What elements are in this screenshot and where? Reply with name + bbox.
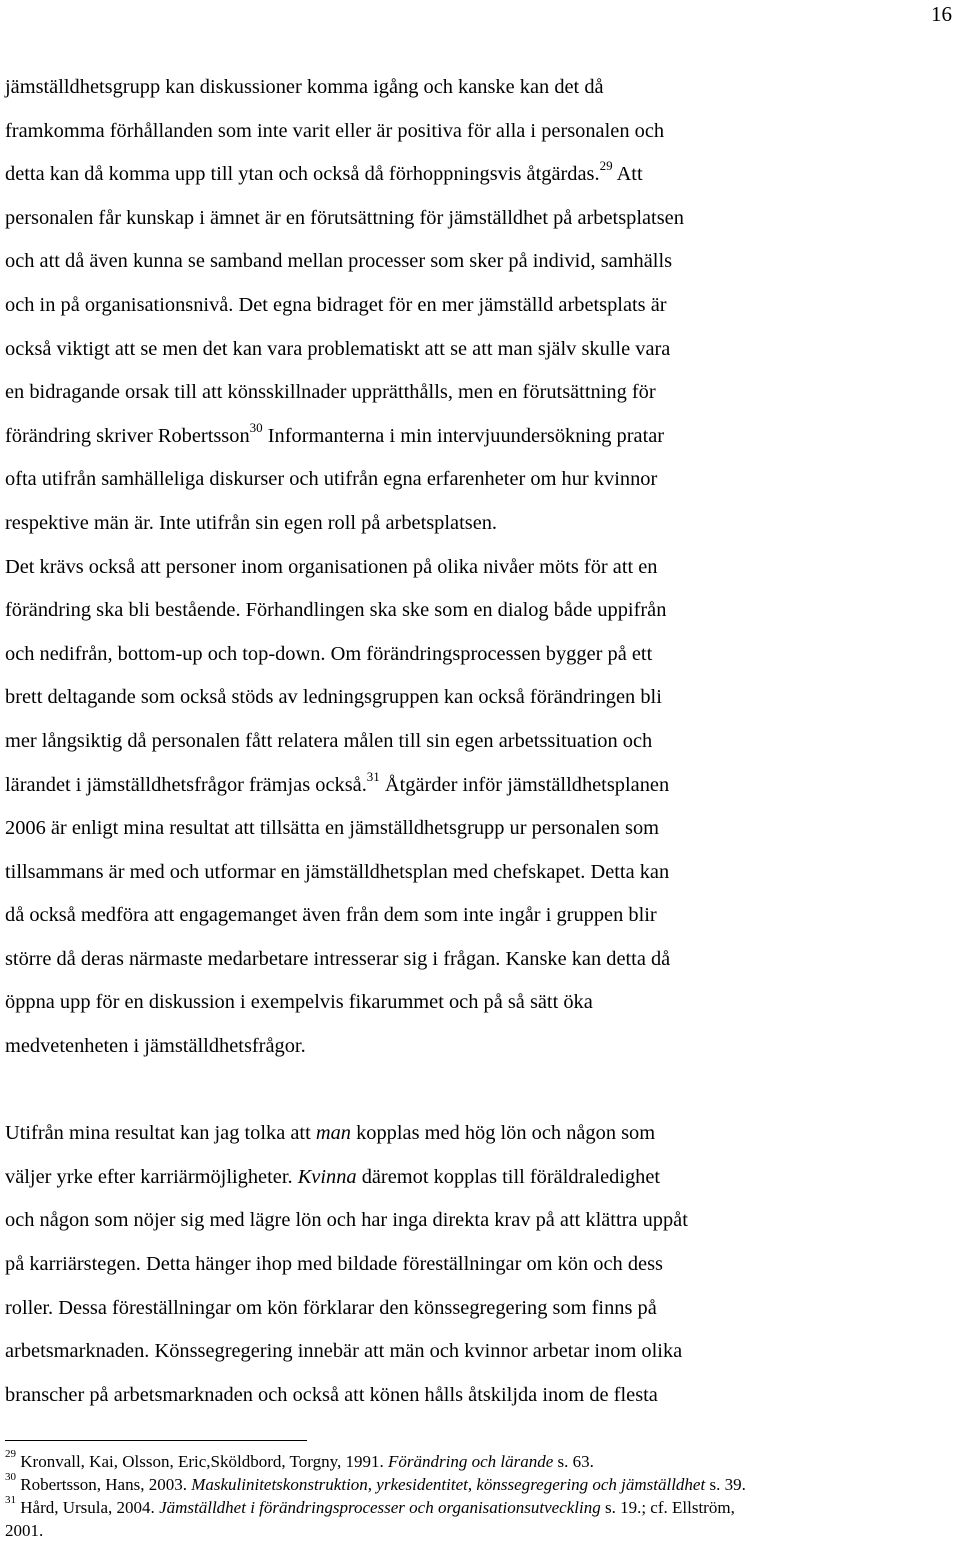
text-line: [5, 153, 950, 197]
text-run: s. 39.: [705, 1475, 746, 1494]
text-line: [5, 546, 950, 590]
text-run: respektive män är. Inte utifrån sin egen roll på arbetsplatsen.: [5, 511, 498, 534]
text-line: [5, 851, 950, 895]
text-run: detta kan då komma upp till ytan och också då förhoppningsvis åtgärdas.: [5, 163, 600, 186]
text-run: personalen får kunskap i ämnet är en förutsättning för jämställdhet på arbetsplatsen: [5, 206, 684, 229]
text-run: Robertsson, Hans, 2003.: [16, 1475, 192, 1494]
text-run: mer långsiktig då personalen fått relatera målen till sin egen arbetssituation och: [5, 729, 653, 752]
text-line: [5, 502, 950, 546]
text-run: branscher på arbetsmarknaden och också att könen hålls åtskiljda inom de flesta: [5, 1383, 658, 1406]
text-run: Informanterna i min intervjuundersökning pratar: [262, 424, 665, 447]
text-run: förändring ska bli bestående. Förhandlingen ska ske som en dialog både uppifrån: [5, 599, 667, 622]
text-run: och in på organisationsnivå. Det egna bidraget för en mer jämställd arbetsplats är: [5, 293, 667, 316]
text-run: Åtgärder inför jämställdhetsplanen: [379, 773, 670, 796]
text-line: [5, 415, 950, 459]
text-line: [5, 1112, 950, 1156]
page-number: 16: [931, 2, 952, 26]
text-run: arbetsmarknaden. Könssegregering innebär att män och kvinnor arbetar inom olika: [5, 1340, 683, 1363]
text-run: medvetenheten i jämställdhetsfrågor.: [5, 1035, 306, 1058]
text-line: [5, 328, 950, 372]
text-run: större då deras närmaste medarbetare intresserar sig i frågan. Kanske kan detta då: [5, 947, 671, 970]
text-line: [5, 676, 950, 720]
text-line: [5, 764, 950, 808]
text-run: däremot kopplas till föräldraledighet: [356, 1165, 661, 1188]
footnote-line: [5, 1519, 950, 1542]
text-run: tillsammans är med och utformar en jämställdhetsplan med chefskapet. Detta kan: [5, 860, 670, 883]
footnote-ref: 30: [5, 1471, 16, 1484]
text-line: [5, 633, 950, 677]
text-line: [5, 1199, 950, 1243]
paragraph-break: [5, 1069, 950, 1113]
text-line: [5, 938, 950, 982]
text-run: brett deltagande som också stöds av ledningsgruppen kan också förändringen bli: [5, 686, 662, 709]
text-run: en bidragande orsak till att könsskillnader upprätthålls, men en förutsättning för: [5, 381, 656, 404]
italic-text: Kvinna: [297, 1165, 357, 1188]
italic-text: man: [315, 1122, 351, 1145]
text-run: då också medföra att engagemanget även från dem som inte ingår i gruppen blir: [5, 904, 657, 927]
footnote-line: [5, 1450, 950, 1473]
text-line: [5, 1287, 950, 1331]
text-line: [5, 1243, 950, 1287]
text-run: 2001.: [5, 1521, 44, 1540]
text-run: öppna upp för en diskussion i exempelvis fikarummet och på så sätt öka: [5, 991, 593, 1014]
text-line: [5, 1156, 950, 1200]
text-run: och nedifrån, bottom-up och top-down. Om förändringsprocessen bygger på ett: [5, 642, 653, 665]
footnotes: [5, 1450, 950, 1542]
text-run: väljer yrke efter karriärmöjligheter.: [5, 1165, 298, 1188]
text-line: [5, 371, 950, 415]
italic-text: Jämställdhet i förändringsprocesser och organisationsutveckling: [159, 1498, 601, 1517]
text-line: [5, 66, 950, 110]
text-run: lärandet i jämställdhetsfrågor främjas också.: [5, 773, 367, 796]
text-run: Hård, Ursula, 2004.: [16, 1498, 160, 1517]
text-run: och att då även kunna se samband mellan processer som sker på individ, samhälls: [5, 250, 673, 273]
text-line: [5, 458, 950, 502]
text-run: Det krävs också att personer inom organisationen på olika nivåer möts för att en: [5, 555, 658, 578]
text-run: och någon som nöjer sig med lägre lön och har inga direkta krav på att klättra uppåt: [5, 1209, 688, 1232]
text-run: på karriärstegen. Detta hänger ihop med bildade föreställningar om kön och dess: [5, 1253, 663, 1276]
footnote-ref: 31: [366, 768, 380, 784]
text-line: [5, 1330, 950, 1374]
footnote-line: [5, 1496, 950, 1519]
footnote-separator: [5, 1440, 307, 1441]
text-line: [5, 807, 950, 851]
text-run: också viktigt att se men det kan vara problematiskt att se att man själv skulle vara: [5, 337, 671, 360]
text-line: [5, 894, 950, 938]
text-run: s. 19.; cf. Ellström,: [600, 1498, 735, 1517]
text-run: Utifrån mina resultat kan jag tolka att: [5, 1122, 316, 1145]
body-text: [5, 66, 950, 1417]
text-run: Att: [612, 163, 643, 186]
footnote-ref: 29: [5, 1448, 16, 1461]
text-line: [5, 1374, 950, 1418]
text-run: jämställdhetsgrupp kan diskussioner komma igång och kanske kan det då: [5, 76, 604, 98]
text-run: kopplas med hög lön och någon som: [350, 1122, 656, 1145]
italic-text: Maskulinitetskonstruktion, yrkesidentitet, könssegregering och jämställdhet: [191, 1475, 706, 1494]
footnote-ref: 30: [249, 419, 263, 435]
text-run: ofta utifrån samhälleliga diskurser och utifrån egna erfarenheter om hur kvinnor: [5, 468, 658, 491]
text-line: [5, 197, 950, 241]
text-line: [5, 110, 950, 154]
text-line: [5, 981, 950, 1025]
text-line: [5, 240, 950, 284]
italic-text: Förändring och lärande: [388, 1452, 554, 1471]
text-line: [5, 284, 950, 328]
footnote-line: [5, 1473, 950, 1496]
footnote-ref: 31: [5, 1494, 16, 1507]
text-line: [5, 720, 950, 764]
text-run: roller. Dessa föreställningar om kön förklarar den könssegregering som finns på: [5, 1296, 657, 1319]
text-run: framkomma förhållanden som inte varit eller är positiva för alla i personalen och: [5, 119, 665, 142]
footnote-ref: 29: [599, 158, 613, 174]
text-run: s. 63.: [553, 1452, 594, 1471]
text-run: förändring skriver Robertsson: [5, 424, 250, 447]
text-line: [5, 589, 950, 633]
text-run: 2006 är enligt mina resultat att tillsätta en jämställdhetsgrupp ur personalen som: [5, 817, 660, 840]
text-run: Kronvall, Kai, Olsson, Eric,Sköldbord, Torgny, 1991.: [16, 1452, 388, 1471]
text-line: [5, 1025, 950, 1069]
